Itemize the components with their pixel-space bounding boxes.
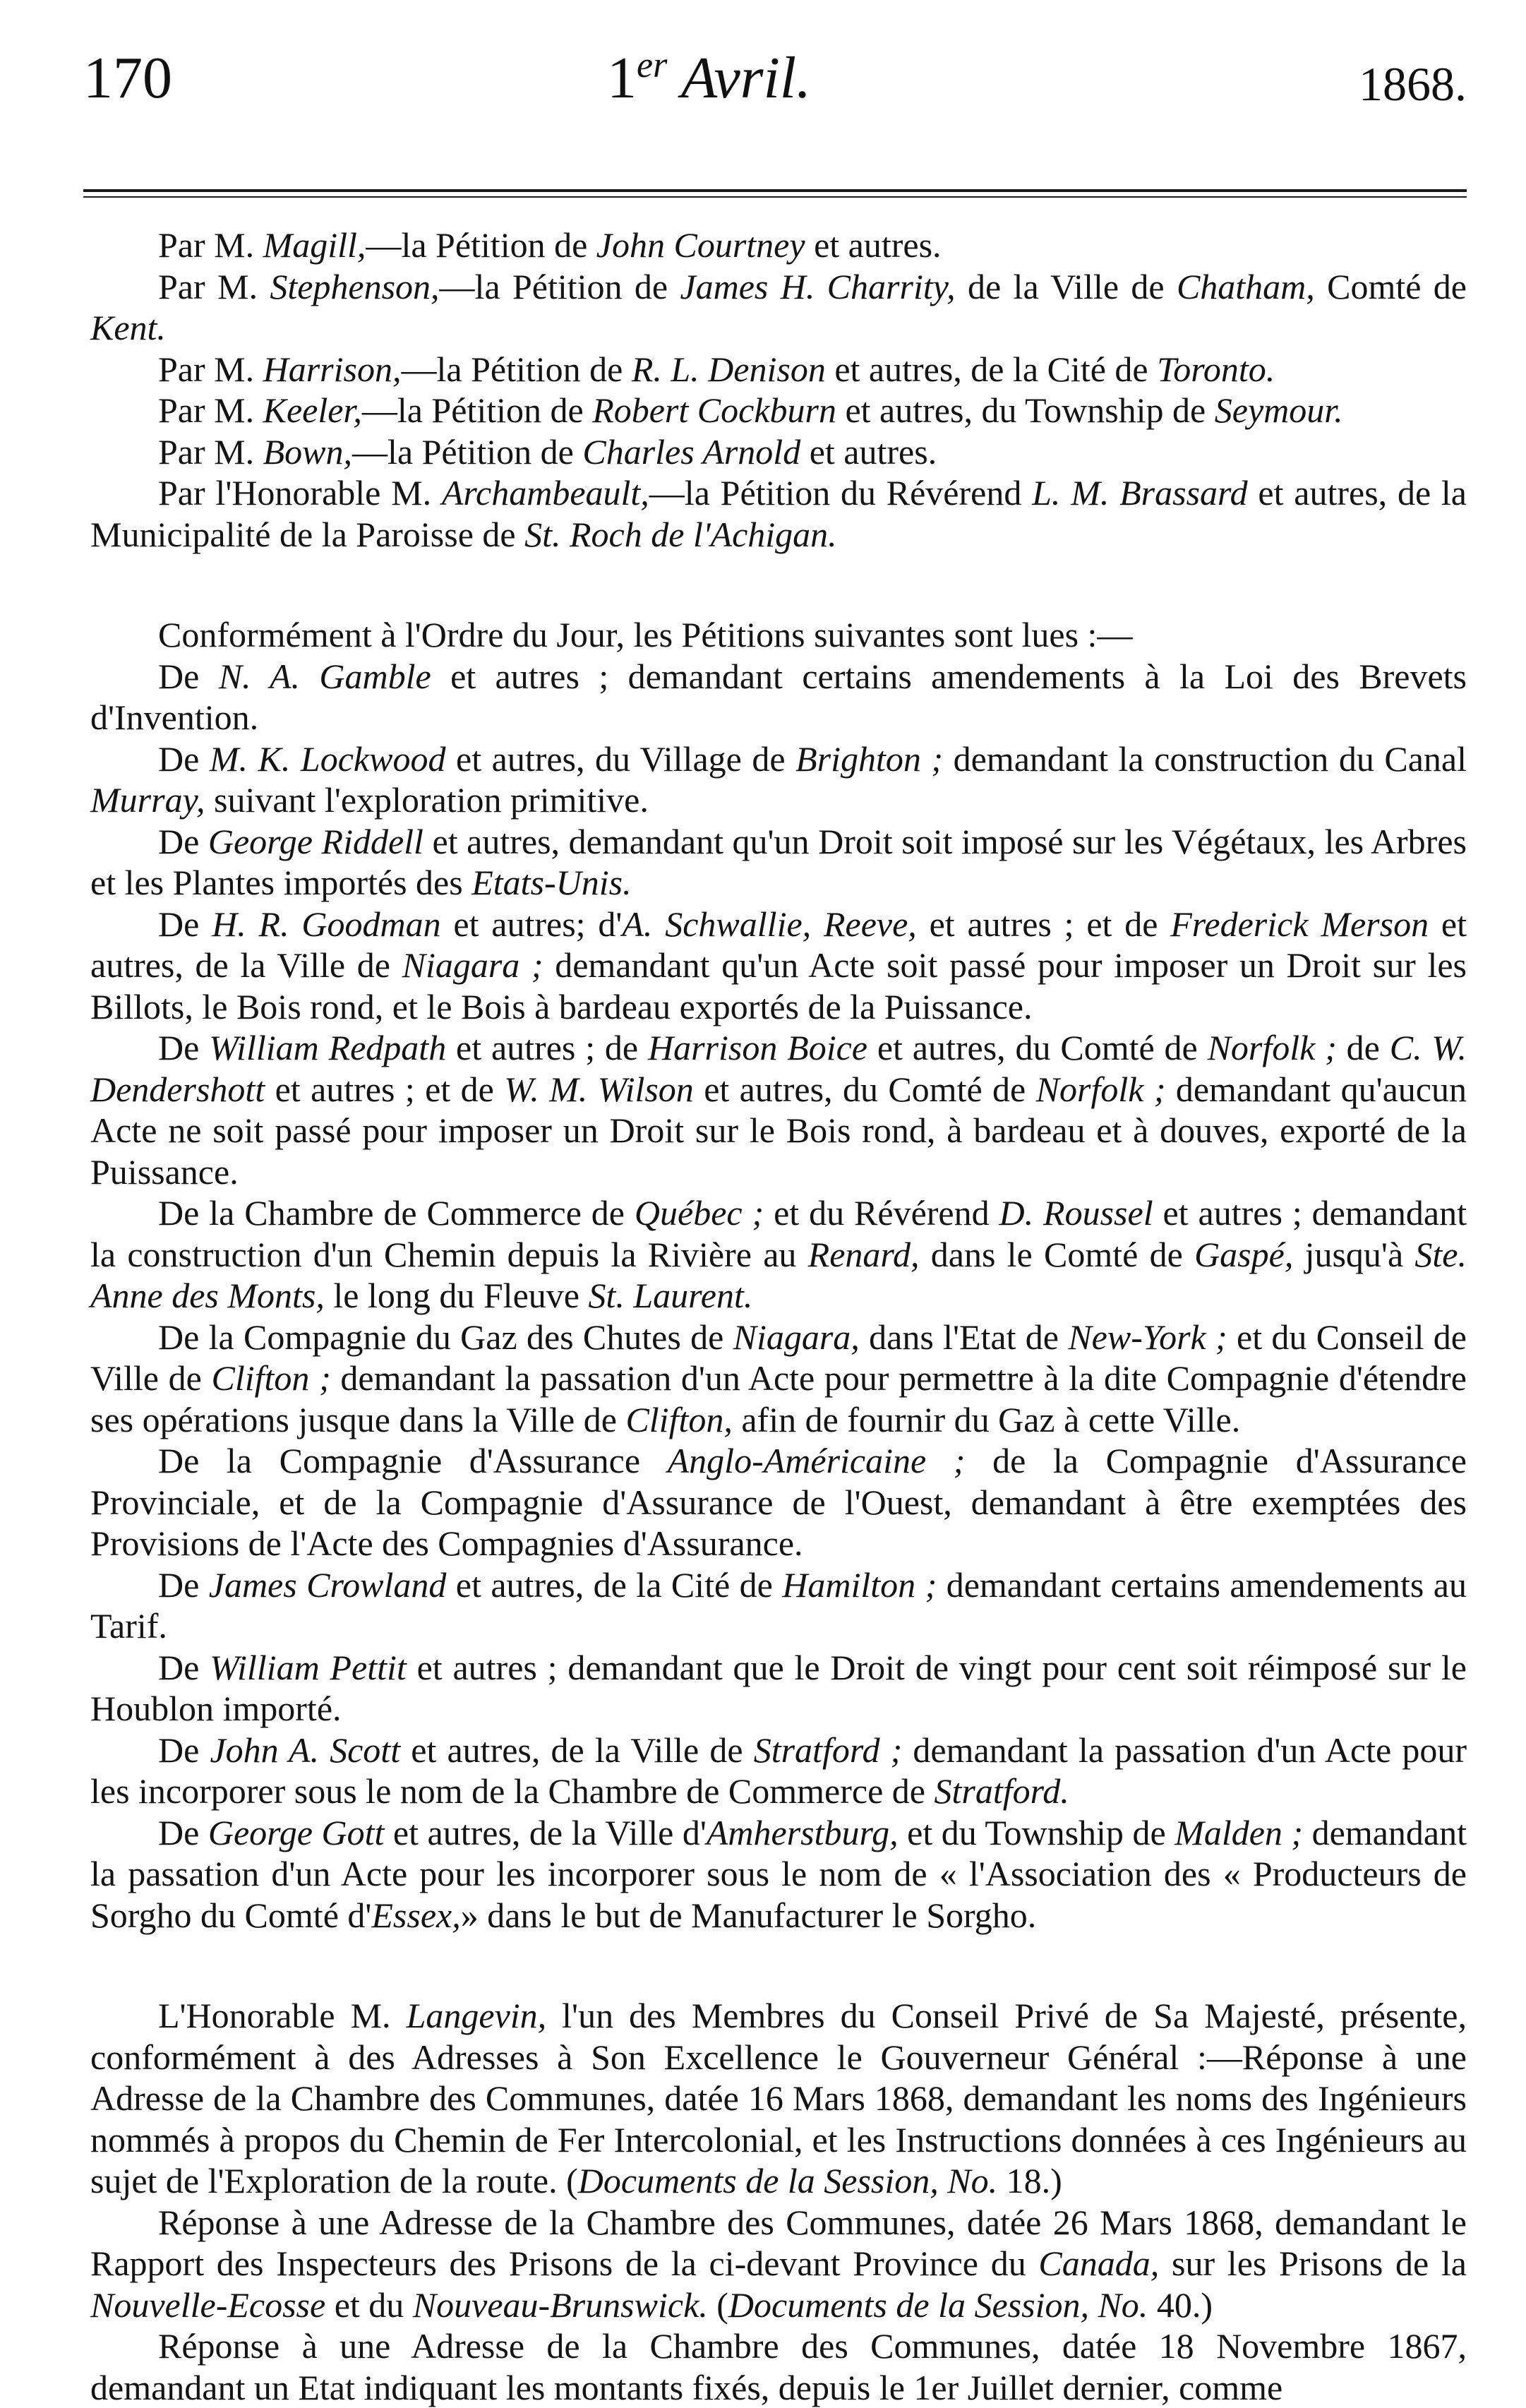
italic-name: L. M. Brassard bbox=[1032, 473, 1248, 513]
petitions-presented bbox=[90, 224, 1467, 555]
italic-name: Stephenson, bbox=[270, 266, 440, 306]
petition-presented-entry bbox=[90, 349, 1467, 390]
text-run: De la Compagnie d'Assurance bbox=[158, 1441, 668, 1480]
petition-read-entry bbox=[90, 821, 1467, 904]
text-run: —la Pétition de bbox=[439, 266, 680, 306]
italic-name: Anglo-Américaine ; bbox=[667, 1441, 966, 1480]
italic-name: Documents de la Session, No. bbox=[728, 2284, 1148, 2325]
text-run: et autres. bbox=[805, 225, 942, 265]
italic-name: Gaspé, bbox=[1194, 1234, 1294, 1274]
petition-read-entry bbox=[90, 1564, 1467, 1647]
text-run: —la Pétition du Révérend bbox=[649, 473, 1033, 513]
italic-name: Keeler, bbox=[263, 390, 362, 430]
date-sup: er bbox=[637, 45, 668, 85]
text-run: suivant l'exploration primitive. bbox=[205, 780, 649, 820]
text-run: De bbox=[158, 656, 219, 696]
text-run: et autres; d' bbox=[440, 904, 623, 944]
petition-presented-entry bbox=[90, 390, 1467, 431]
text-run: Par M. bbox=[158, 390, 263, 430]
document-entry bbox=[90, 2325, 1467, 2408]
italic-name: St. Laurent. bbox=[588, 1276, 753, 1315]
italic-name: Niagara, bbox=[733, 1317, 860, 1357]
text-run: Par M. bbox=[158, 266, 270, 306]
italic-name: Magill, bbox=[263, 225, 366, 265]
italic-name: Amherstburg, bbox=[706, 1812, 899, 1852]
text-run: et autres ; demandant la construction d'un Chemin depuis la Rivière au bbox=[90, 1193, 1467, 1274]
italic-name: Norfolk ; bbox=[1207, 1028, 1337, 1067]
petition-presented-entry bbox=[90, 431, 1467, 473]
italic-name: Renard, bbox=[807, 1234, 920, 1274]
document-entry bbox=[90, 1995, 1467, 2202]
petition-read-entry bbox=[90, 1812, 1467, 1936]
italic-name: W. M. Wilson bbox=[504, 1069, 694, 1109]
italic-name: William Pettit bbox=[210, 1647, 407, 1687]
text-run: et autres, de la Ville d' bbox=[384, 1812, 707, 1852]
italic-name: Murray, bbox=[90, 780, 205, 820]
text-run: et autres. bbox=[800, 431, 937, 472]
italic-name: Ste. Anne des Monts, bbox=[90, 1234, 1467, 1315]
italic-name: John A. Scott bbox=[210, 1730, 401, 1770]
italic-name: Seymour. bbox=[1214, 390, 1343, 430]
text-run: De la Compagnie du Gaz des Chutes de bbox=[158, 1317, 733, 1357]
italic-name: Stratford ; bbox=[753, 1730, 903, 1770]
petition-presented-entry bbox=[90, 472, 1467, 555]
text-run: demandant la passation d'un Acte pour les incorporer sous le nom de « l'Association des « Producteurs de Sorgho du Comté d' bbox=[90, 1812, 1467, 1935]
petition-read-entry bbox=[90, 1730, 1467, 1812]
text-run: et autres, du Village de bbox=[445, 738, 796, 779]
italic-name: C. W. Dendershott bbox=[90, 1028, 1467, 1109]
text-run: et autres ; demandant que le Droit de vingt pour cent soit réimposé sur le Houblon importé. bbox=[90, 1647, 1467, 1728]
text-run: Par l'Honorable M. bbox=[158, 473, 442, 513]
italic-name: Québec ; bbox=[634, 1193, 764, 1233]
text-run: de bbox=[1336, 1028, 1390, 1067]
italic-name: New-York ; bbox=[1068, 1317, 1227, 1357]
text-run: 40.) bbox=[1148, 2284, 1213, 2325]
text-run: Conformément à l'Ordre du Jour, les Pétitions suivantes sont lues :— bbox=[158, 615, 1133, 654]
header-rule-bottom bbox=[83, 196, 1467, 198]
text-run: et autres, du Comté de bbox=[693, 1069, 1036, 1109]
text-run: et du Township de bbox=[898, 1812, 1175, 1852]
petition-read-entry bbox=[90, 1317, 1467, 1441]
petition-read-entry bbox=[90, 656, 1467, 738]
text-run: de la Compagnie d'Assurance Provinciale, et de la Compagnie d'Assurance de l'Ouest, demandant à être exemptées des Provisions de l'Acte des Compagnies d'Assurance. bbox=[90, 1441, 1467, 1563]
italic-name: George Riddell bbox=[208, 821, 423, 861]
italic-name: Robert Cockburn bbox=[592, 390, 836, 430]
petition-read-entry bbox=[90, 1440, 1467, 1564]
text-run: De bbox=[158, 821, 208, 861]
petition-read-entry bbox=[90, 1192, 1467, 1317]
text-run: sur les Prisons de la bbox=[1159, 2244, 1467, 2283]
petition-read-entry bbox=[90, 904, 1467, 1028]
italic-name: Archambeault, bbox=[441, 473, 649, 513]
italic-name: M. K. Lockwood bbox=[209, 738, 446, 779]
text-run: et du bbox=[325, 2284, 413, 2325]
italic-name: Stratford. bbox=[934, 1771, 1069, 1811]
italic-name: Norfolk ; bbox=[1035, 1069, 1166, 1109]
text-run: et autres, de la Cité de bbox=[825, 349, 1158, 389]
text-run: —la Pétition de bbox=[401, 349, 632, 389]
italic-name: William Redpath bbox=[209, 1028, 447, 1067]
italic-name: R. L. Denison bbox=[631, 349, 826, 389]
date-word: Avril. bbox=[680, 45, 812, 111]
italic-name: Canada, bbox=[1038, 2244, 1160, 2283]
petitions-read bbox=[90, 614, 1467, 1936]
italic-name: Toronto. bbox=[1157, 349, 1275, 389]
document-body bbox=[90, 224, 1467, 2408]
text-run: et autres, du Comté de bbox=[867, 1028, 1208, 1067]
text-run: demandant qu'aucun Acte ne soit passé pour imposer un Droit sur le Bois rond, à bardeau et à douves, exporté de la Puissance. bbox=[90, 1069, 1467, 1192]
text-run: De bbox=[158, 738, 210, 779]
italic-name: John Courtney bbox=[596, 225, 805, 265]
text-run: —la Pétition de bbox=[352, 431, 583, 472]
text-run: et autres ; de bbox=[446, 1028, 648, 1067]
page-date bbox=[607, 44, 811, 112]
text-run: Comté de bbox=[1314, 266, 1467, 306]
section-gap bbox=[90, 555, 1467, 614]
text-run: et du Conseil de Ville de bbox=[90, 1317, 1467, 1398]
text-run: et autres ; et de bbox=[916, 904, 1171, 944]
italic-name: George Gott bbox=[208, 1812, 385, 1852]
text-run: demandant la passation d'un Acte pour permettre à la dite Compagnie d'étendre ses opérations jusque dans la Ville de bbox=[90, 1358, 1467, 1439]
italic-name: Essex, bbox=[371, 1895, 461, 1935]
text-run: dans l'Etat de bbox=[859, 1317, 1069, 1357]
text-run: et autres, demandant qu'un Droit soit imposé sur les Végétaux, les Arbres et les Plantes importés des bbox=[90, 821, 1467, 902]
text-run: afin de fournir du Gaz à cette Ville. bbox=[732, 1399, 1241, 1439]
text-run: Par M. bbox=[158, 225, 263, 265]
text-run: et autres, de la Cité de bbox=[446, 1564, 783, 1605]
italic-name: James Crowland bbox=[208, 1564, 447, 1605]
document-entry bbox=[90, 2202, 1467, 2326]
text-run: De bbox=[158, 1564, 209, 1605]
text-run: Réponse à une Adresse de la Chambre des Communes, datée 26 Mars 1868, demandant le Rapport des Inspecteurs des Prisons de la ci-devant Province du bbox=[90, 2202, 1467, 2283]
italic-name: Kent. bbox=[90, 308, 166, 347]
italic-name: Brighton ; bbox=[795, 738, 944, 779]
text-run: et autres, de la Ville de bbox=[90, 904, 1467, 985]
italic-name: Documents de la Session, No. bbox=[577, 2161, 998, 2200]
italic-name: Nouvelle-Ecosse bbox=[90, 2284, 326, 2325]
text-run: demandant la construction du Canal bbox=[943, 738, 1467, 779]
italic-name: St. Roch de l'Achigan. bbox=[524, 514, 837, 554]
italic-name: Clifton, bbox=[625, 1399, 733, 1439]
petition-read-entry bbox=[90, 614, 1467, 656]
text-run: L'Honorable M. bbox=[158, 1996, 407, 2035]
italic-name: H. R. Goodman bbox=[212, 904, 441, 944]
text-run: demandant certains amendements au Tarif. bbox=[90, 1564, 1467, 1646]
italic-name: Charles Arnold bbox=[582, 431, 801, 472]
text-run: l'un des Membres du Conseil Privé de Sa Majesté, présente, conformément à des Adresses à Son Excellence le Gouverneur Général :—Réponse à une Adresse de la Chambre des Communes, datée 16 Mars 1868, demandant les noms des Ingénieurs nommés à propos du Chemin de Fer Intercolonial, et les Instructions données à ces Ingénieurs au sujet de l'Exploration de la route. ( bbox=[90, 1996, 1467, 2200]
text-run: —la Pétition de bbox=[361, 390, 593, 430]
italic-name: Malden ; bbox=[1174, 1812, 1304, 1852]
text-run: De bbox=[158, 904, 212, 944]
text-run: et du Révérend bbox=[764, 1193, 999, 1233]
text-run: demandant la passation d'un Acte pour les incorporer sous le nom de la Chambre de Commerce de bbox=[90, 1730, 1467, 1811]
text-run: 18.) bbox=[997, 2161, 1062, 2200]
petition-read-entry bbox=[90, 1027, 1467, 1192]
text-run: dans le Comté de bbox=[919, 1234, 1195, 1274]
text-run: Par M. bbox=[158, 349, 263, 389]
petition-presented-entry bbox=[90, 266, 1467, 349]
section-gap bbox=[90, 1936, 1467, 1995]
text-run: jusqu'à bbox=[1293, 1234, 1415, 1274]
petition-read-entry bbox=[90, 738, 1467, 821]
italic-name: Clifton ; bbox=[211, 1358, 331, 1398]
text-run: De bbox=[158, 1028, 210, 1067]
header-rule-top bbox=[83, 189, 1467, 192]
text-run: Par M. bbox=[158, 431, 263, 472]
text-run: De bbox=[158, 1730, 210, 1770]
petition-read-entry bbox=[90, 1647, 1467, 1730]
text-run: et autres ; et de bbox=[265, 1069, 505, 1109]
documents-presented bbox=[90, 1995, 1467, 2408]
text-run: et autres, de la Ville de bbox=[400, 1730, 754, 1770]
text-run: le long du Fleuve bbox=[324, 1276, 589, 1315]
italic-name: Langevin, bbox=[406, 1996, 547, 2035]
text-run: De la Chambre de Commerce de bbox=[158, 1193, 635, 1233]
text-run: et autres, de la Municipalité de la Paroisse de bbox=[90, 473, 1467, 554]
text-run: et autres ; demandant certains amendements à la Loi des Brevets d'Invention. bbox=[90, 656, 1467, 737]
text-run: Réponse à une Adresse de la Chambre des Communes, datée 18 Novembre 1867, demandant un Etat indiquant les montants fixés, depuis le 1er Juillet dernier, comme bbox=[90, 2326, 1467, 2407]
text-run: De bbox=[158, 1812, 208, 1852]
italic-name: James H. Charrity, bbox=[680, 266, 956, 306]
page-number: 170 bbox=[83, 45, 172, 111]
italic-name: N. A. Gamble bbox=[218, 656, 431, 696]
date-prefix: 1 bbox=[607, 45, 637, 111]
italic-name: Harrison Boice bbox=[647, 1028, 868, 1067]
italic-name: Bown, bbox=[263, 431, 353, 472]
italic-name: Harrison, bbox=[263, 349, 402, 389]
text-run: » dans le but de Manufacturer le Sorgho. bbox=[460, 1895, 1037, 1935]
italic-name: Niagara ; bbox=[402, 945, 543, 985]
text-run: —la Pétition de bbox=[366, 225, 596, 265]
italic-name: A. Schwallie, Reeve, bbox=[622, 904, 917, 944]
text-run: de la Ville de bbox=[955, 266, 1177, 306]
page-year: 1868. bbox=[1359, 57, 1467, 111]
italic-name: D. Roussel bbox=[999, 1193, 1153, 1233]
text-run: demandant qu'un Acte soit passé pour imposer un Droit sur les Billots, le Bois rond, et le Bois à bardeau exportés de la Puissance. bbox=[90, 945, 1467, 1026]
italic-name: Nouveau-Brunswick. bbox=[412, 2284, 708, 2325]
italic-name: Chatham, bbox=[1176, 266, 1315, 306]
text-run: ( bbox=[707, 2284, 728, 2325]
italic-name: Hamilton ; bbox=[782, 1564, 937, 1605]
italic-name: Etats-Unis. bbox=[471, 863, 632, 902]
text-run: De bbox=[158, 1647, 210, 1687]
text-run: et autres, du Township de bbox=[836, 390, 1215, 430]
petition-presented-entry bbox=[90, 224, 1467, 266]
italic-name: Frederick Merson bbox=[1170, 904, 1429, 944]
